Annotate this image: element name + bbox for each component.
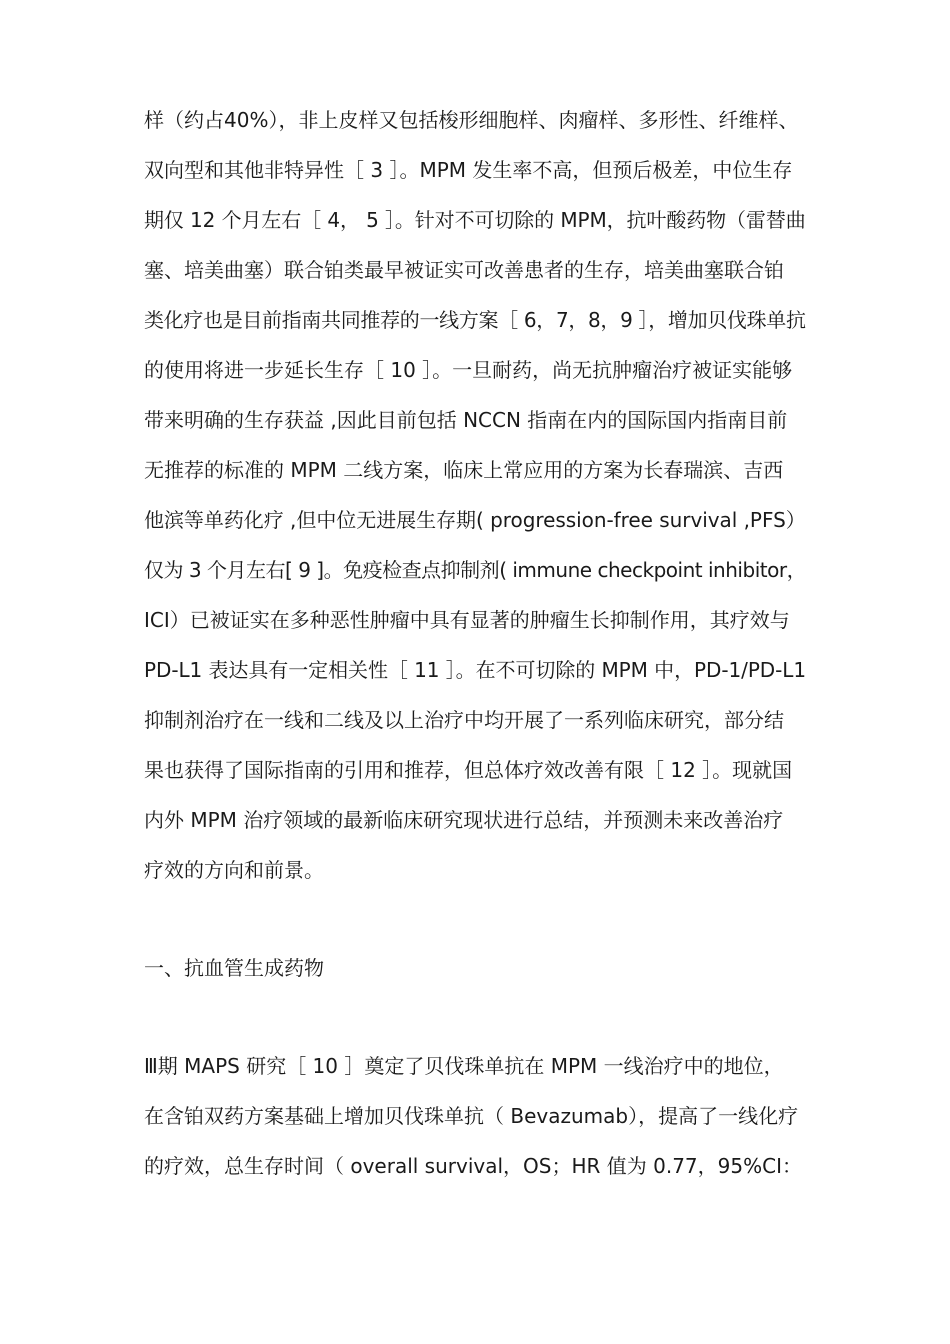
text-line: 带来明确的生存获益 ,因此目前包括 NCCN 指南在内的国际国内指南目前 [144,408,788,432]
text-line: 疗效的方向和前景。 [144,858,324,882]
text-line: 类化疗也是目前指南共同推荐的一线方案［ 6，7，8，9 ］，增加贝伐珠单抗 [144,308,806,332]
section-heading: 一、抗血管生成药物 [144,956,324,980]
text-line: ICI）已被证实在多种恶性肿瘤中具有显著的肿瘤生长抑制作用，其疗效与 [144,608,790,632]
text-line: 内外 MPM 治疗领域的最新临床研究现状进行总结，并预测未来改善治疗 [144,808,784,832]
text-line: 双向型和其他非特异性［ 3 ］。MPM 发生率不高，但预后极差，中位生存 [144,158,793,182]
text-line: 样（约占40%），非上皮样又包括梭形细胞样、肉瘤样、多形性、纤维样、 [144,108,799,132]
text-line: Ⅲ期 MAPS 研究［ 10 ］奠定了贝伐珠单抗在 MPM 一线治疗中的地位， [144,1054,784,1078]
text-line: 果也获得了国际指南的引用和推荐，但总体疗效改善有限［ 12 ］。现就国 [144,758,793,782]
text-line: 的使用将进一步延长生存［ 10 ］。一旦耐药，尚无抗肿瘤治疗被证实能够 [144,358,793,382]
text-line: 抑制剂治疗在一线和二线及以上治疗中均开展了一系列临床研究，部分结 [144,708,784,732]
text-line: 期仅 12 个月左右［ 4， 5 ］。针对不可切除的 MPM，抗叶酸药物（雷替曲 [144,208,806,232]
text-line: PD-L1 表达具有一定相关性［ 11 ］。在不可切除的 MPM 中，PD-1/PD-L1 [144,658,807,682]
text-line: 他滨等单药化疗 ,但中位无进展生存期( progression-free survival ,PFS） [144,508,806,532]
text-line: 塞、培美曲塞）联合铂类最早被证实可改善患者的生存，培美曲塞联合铂 [144,258,784,282]
text-line: 无推荐的标准的 MPM 二线方案，临床上常应用的方案为长春瑞滨、吉西 [144,458,784,482]
text-line: 在含铂双药方案基础上增加贝伐珠单抗（ Bevazumab），提高了一线化疗 [144,1104,799,1128]
text-line: 的疗效，总生存时间（ overall survival，OS；HR 值为 0.77，95%CI： [144,1154,802,1178]
text-line: 仅为 3 个月左右[ 9 ]。免疫检查点抑制剂( immune checkpoint inhibitor， [144,558,807,582]
